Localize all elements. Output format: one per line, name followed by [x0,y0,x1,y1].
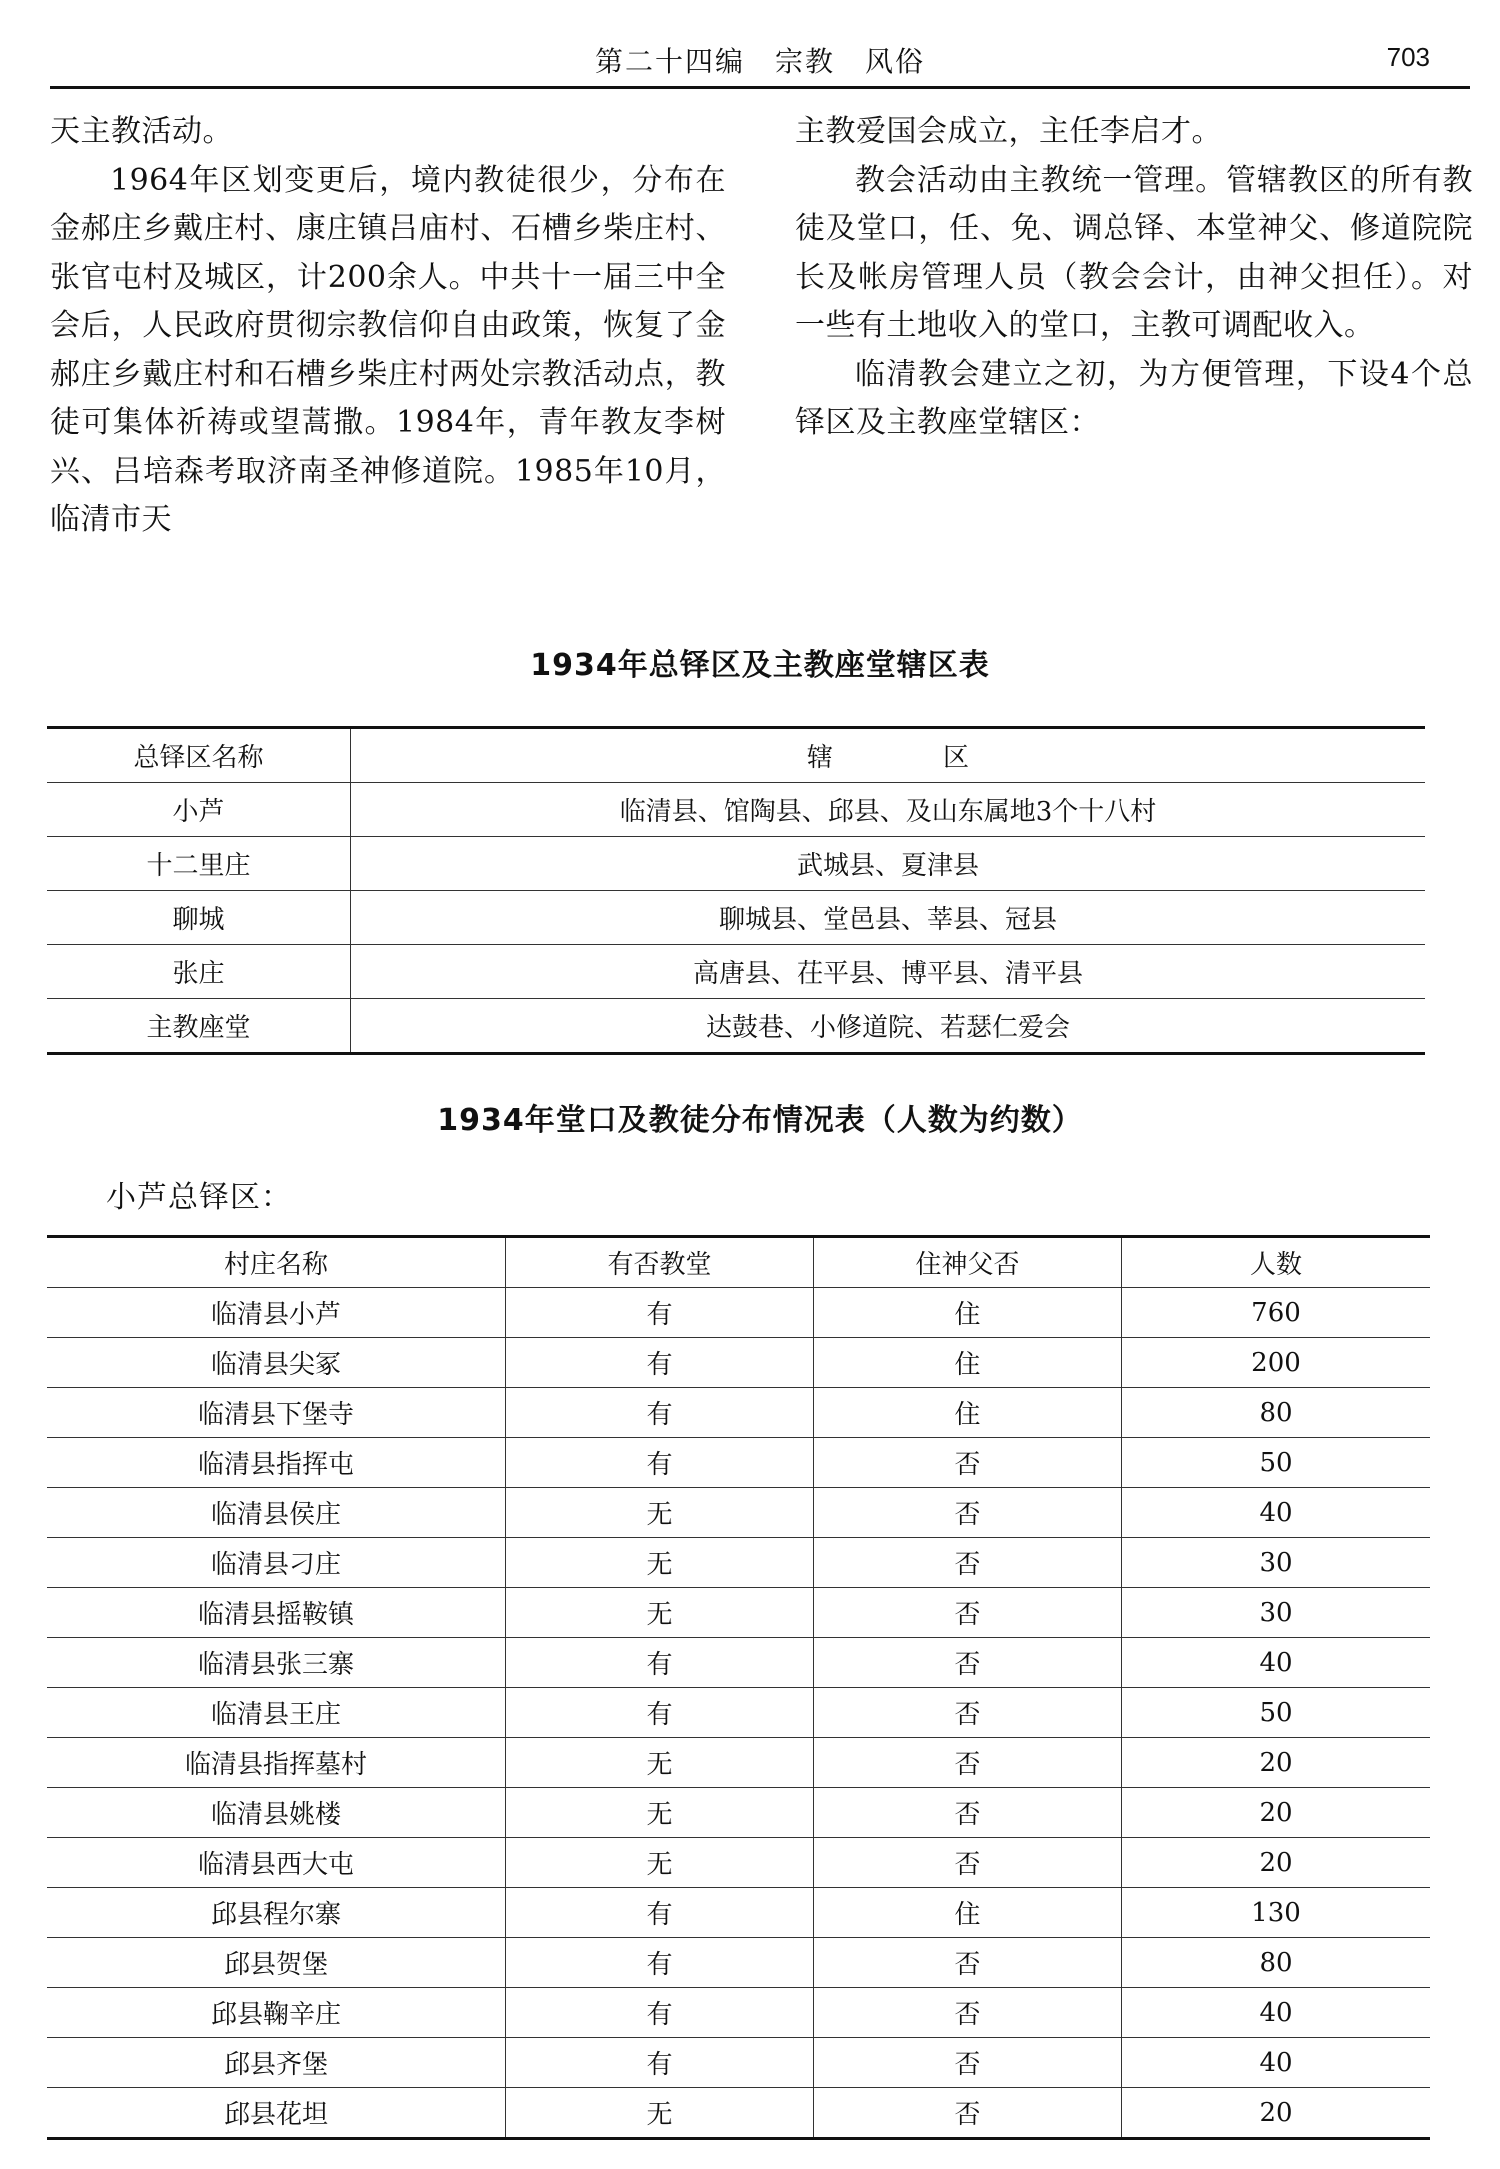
table-cell: 聊城县、堂邑县、莘县、冠县 [351,891,1426,945]
table-cell: 否 [814,1688,1122,1738]
table-cell: 无 [506,1538,814,1588]
table-row [47,1438,1430,1488]
paragraph: 主教爱国会成立，主任李启才。 [795,114,1222,149]
table-cell: 有 [506,1438,814,1488]
table-cell: 20 [1122,2088,1431,2139]
table-row [47,1938,1430,1988]
table-row [47,1788,1430,1838]
table2-subheading: 小芦总铎区： [106,1180,292,1215]
table-cell: 十二里庄 [47,837,351,891]
table-cell: 无 [506,1588,814,1638]
table-cell: 50 [1122,1438,1431,1488]
deanery-jurisdiction-table [47,726,1425,1055]
table-cell: 否 [814,1638,1122,1688]
table-row [47,1838,1430,1888]
paragraph: 教会活动由主教统一管理。管辖教区的所有教徒及堂口，任、免、调总铎、本堂神父、修道院院长及帐房管理人员（教会会计，由神父担任）。对一些有土地收入的堂口，主教可调配收入。 [795,162,1473,343]
table-cell: 无 [506,2088,814,2139]
table-row [47,999,1425,1054]
table-cell: 130 [1122,1888,1431,1938]
table-row [47,1588,1430,1638]
table-cell: 有 [506,1888,814,1938]
table-cell: 邱县程尔寨 [47,1888,506,1938]
table-cell: 临清县西大屯 [47,1838,506,1888]
table-row [47,1338,1430,1388]
table-cell: 有 [506,1638,814,1688]
table-cell: 高唐县、茌平县、博平县、清平县 [351,945,1426,999]
table-cell: 无 [506,1488,814,1538]
page-number: 703 [1386,42,1430,72]
body-column-right [795,108,1473,448]
table-cell: 20 [1122,1738,1431,1788]
table-cell: 760 [1122,1288,1431,1338]
table-cell: 主教座堂 [47,999,351,1054]
table-row [47,891,1425,945]
table1-caption: 1934年总铎区及主教座堂辖区表 [530,648,990,683]
table-cell: 临清县张三寨 [47,1638,506,1688]
table-cell: 有 [506,1988,814,2038]
table-row [47,2038,1430,2088]
table-cell: 邱县齐堡 [47,2038,506,2088]
table-cell: 40 [1122,1488,1431,1538]
table-cell: 有 [506,1388,814,1438]
table-cell: 住 [814,1288,1122,1338]
table-cell: 20 [1122,1838,1431,1888]
table-cell: 临清县王庄 [47,1688,506,1738]
table-cell: 否 [814,1738,1122,1788]
table-cell: 40 [1122,1988,1431,2038]
table-row [47,837,1425,891]
table2-caption: 1934年堂口及教徒分布情况表（人数为约数） [437,1103,1083,1138]
table-cell: 临清县侯庄 [47,1488,506,1538]
table-row [47,1388,1430,1438]
table-body [47,1237,1430,2139]
table-cell: 住 [814,1388,1122,1438]
column-header: 村庄名称 [47,1237,506,1288]
parish-distribution-table [47,1235,1430,2140]
table-cell: 否 [814,1438,1122,1488]
table-cell: 20 [1122,1788,1431,1838]
running-header-title: 第二十四编 宗教 风俗 [594,45,925,78]
table-cell: 临清县下堡寺 [47,1388,506,1438]
table-row [47,783,1425,837]
table-cell: 邱县鞠辛庄 [47,1988,506,2038]
table-cell: 聊城 [47,891,351,945]
table-cell: 200 [1122,1338,1431,1388]
table-cell: 80 [1122,1388,1431,1438]
table-cell: 邱县花坦 [47,2088,506,2139]
running-header [50,36,1470,89]
table-row [47,1488,1430,1538]
column-header: 总铎区名称 [47,728,351,783]
table-cell: 无 [506,1788,814,1838]
table-cell: 否 [814,1588,1122,1638]
column-header: 住神父否 [814,1237,1122,1288]
table-cell: 40 [1122,2038,1431,2088]
table-cell: 临清县姚楼 [47,1788,506,1838]
table-cell: 住 [814,1888,1122,1938]
table-header-row [47,728,1425,783]
table-cell: 住 [814,1338,1122,1388]
table-cell: 邱县贺堡 [47,1938,506,1988]
column-header: 有否教堂 [506,1237,814,1288]
table-cell: 否 [814,1488,1122,1538]
table-cell: 80 [1122,1938,1431,1988]
table-cell: 临清县摇鞍镇 [47,1588,506,1638]
table-cell: 武城县、夏津县 [351,837,1426,891]
table-cell: 有 [506,2038,814,2088]
table-cell: 否 [814,1538,1122,1588]
table-cell: 无 [506,1838,814,1888]
table-cell: 小芦 [47,783,351,837]
table-cell: 临清县、馆陶县、邱县、及山东属地3个十八村 [351,783,1426,837]
table-row [47,2088,1430,2139]
table-cell: 临清县小芦 [47,1288,506,1338]
table-cell: 50 [1122,1688,1431,1738]
table-cell: 临清县指挥墓村 [47,1738,506,1788]
table-row [47,1288,1430,1338]
table-row [47,1988,1430,2038]
table-row [47,1538,1430,1588]
column-header: 辖区 [351,728,1426,783]
table-cell: 30 [1122,1538,1431,1588]
table-row [47,945,1425,999]
table-cell: 临清县尖冢 [47,1338,506,1388]
table-cell: 达鼓巷、小修道院、若瑟仁爱会 [351,999,1426,1054]
table-cell: 否 [814,1788,1122,1838]
table-cell: 否 [814,1988,1122,2038]
table-cell: 否 [814,1938,1122,1988]
table-cell: 有 [506,1688,814,1738]
table-cell: 30 [1122,1588,1431,1638]
table-cell: 有 [506,1938,814,1988]
table-cell: 否 [814,2038,1122,2088]
table-cell: 临清县指挥屯 [47,1438,506,1488]
paragraph: 1964年区划变更后，境内教徒很少，分布在金郝庄乡戴庄村、康庄镇吕庙村、石槽乡柴庄村、张官屯村及城区，计200余人。中共十一届三中全会后，人民政府贯彻宗教信仰自由政策，恢复了金郝庄乡戴庄村和石槽乡柴庄村两处宗教活动点，教徒可集体祈祷或望蒿撒。1984年，青年教友李树兴、吕培森考取济南圣神修道院。1985年10月，临清市天 [50,162,726,537]
table-cell: 无 [506,1738,814,1788]
table-cell: 40 [1122,1638,1431,1688]
body-column-left [50,108,726,545]
table-cell: 有 [506,1288,814,1338]
table-row [47,1738,1430,1788]
column-header: 人数 [1122,1237,1431,1288]
table-cell: 否 [814,2088,1122,2139]
table-cell: 否 [814,1838,1122,1888]
table-cell: 有 [506,1338,814,1388]
paragraph: 天主教活动。 [50,114,233,149]
table-row [47,1688,1430,1738]
table-cell: 张庄 [47,945,351,999]
table-row [47,1888,1430,1938]
paragraph: 临清教会建立之初，为方便管理，下设4个总铎区及主教座堂辖区： [795,356,1473,440]
table-row [47,1638,1430,1688]
table-cell: 临清县刁庄 [47,1538,506,1588]
table-header-row [47,1237,1430,1288]
